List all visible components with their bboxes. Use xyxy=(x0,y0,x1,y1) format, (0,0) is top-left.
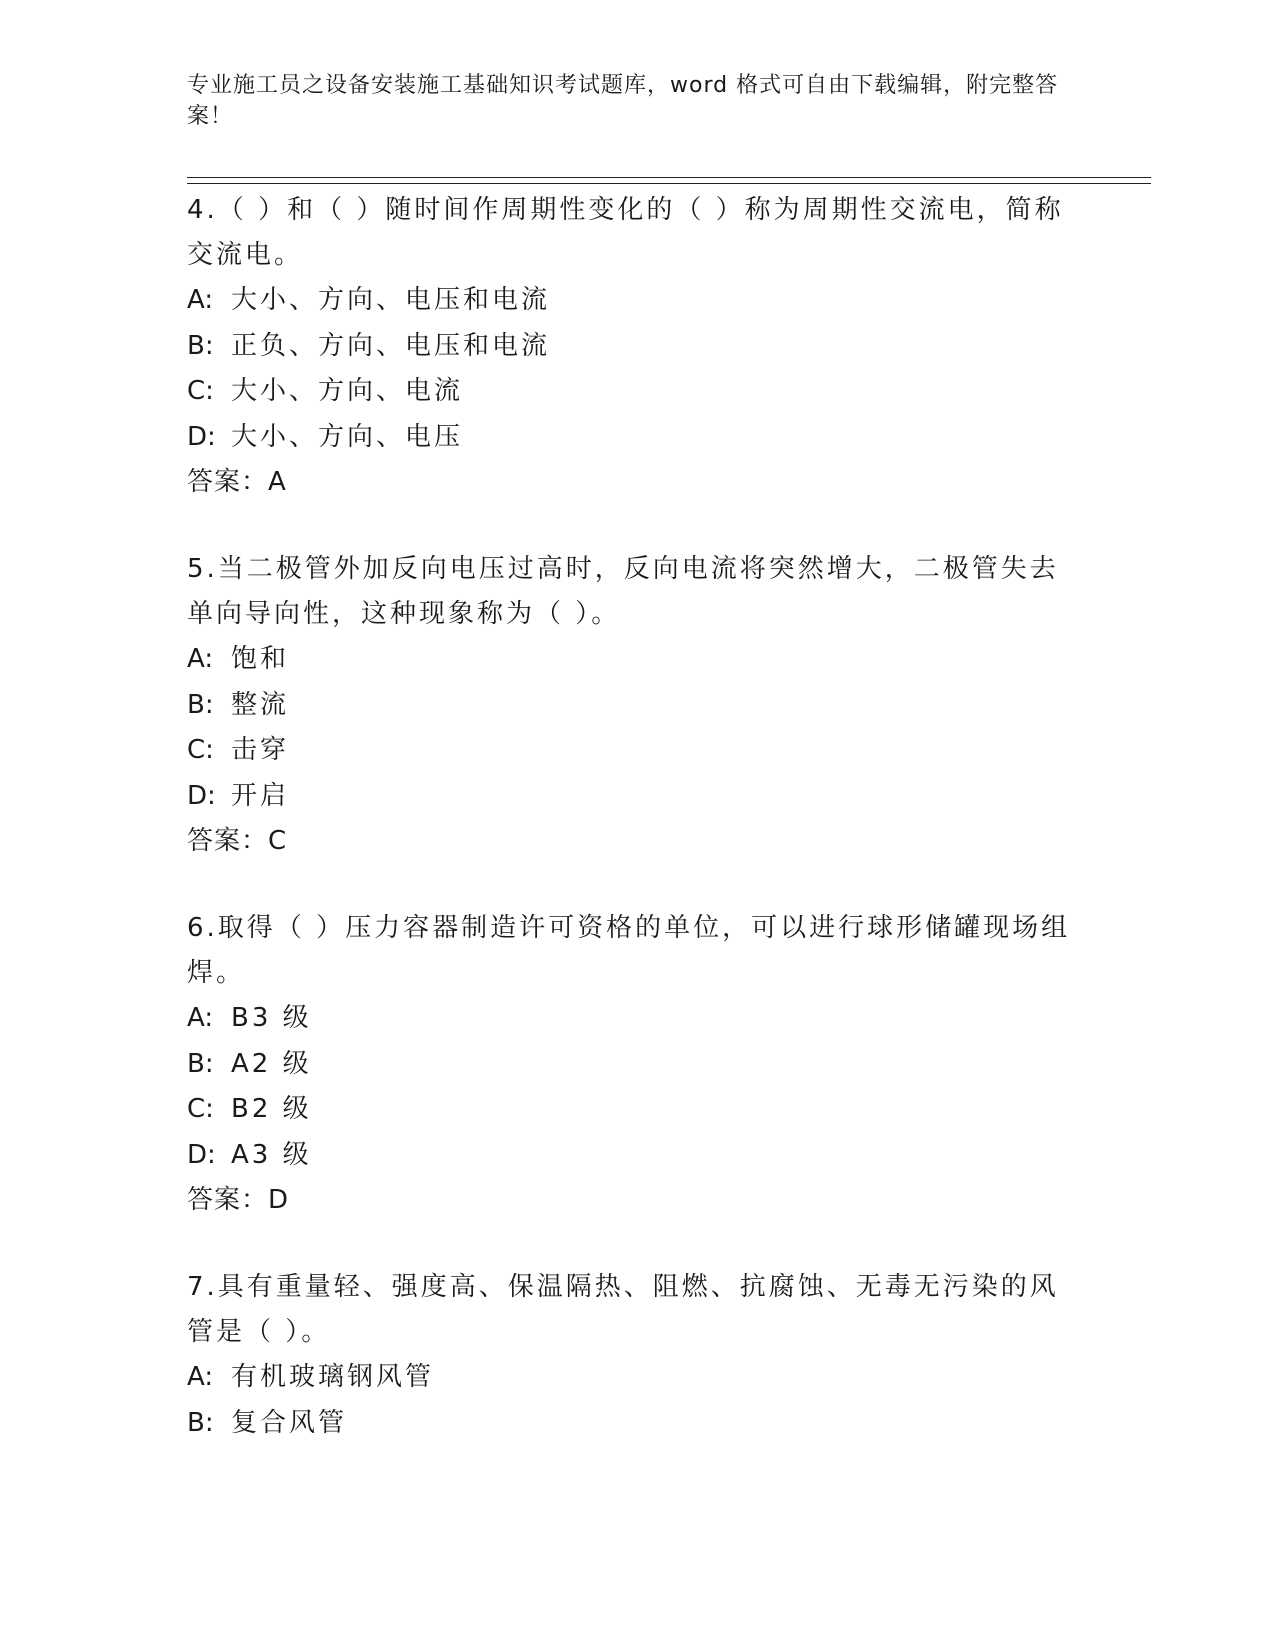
option-key: B: xyxy=(187,1048,214,1079)
option-text: 饱和 xyxy=(231,644,290,674)
option-text: 整流 xyxy=(231,689,290,720)
option-a xyxy=(187,637,1087,683)
option-text: B3 级 xyxy=(231,1003,312,1033)
answer-line: 答案：C xyxy=(187,826,288,856)
question-stem: 5.当二极管外加反向电压过高时，反向电流将突然增大，二极管失去单向导向性，这种现象称为（ ）。 xyxy=(187,554,1059,629)
option-b xyxy=(187,324,1087,370)
option-d xyxy=(187,1133,1087,1179)
option-text: 大小、方向、电压和电流 xyxy=(231,285,551,315)
option-key: A: xyxy=(187,285,214,315)
option-text: 复合风管 xyxy=(231,1407,348,1438)
option-c xyxy=(187,1087,1087,1133)
option-key: B: xyxy=(187,330,214,361)
option-c xyxy=(187,728,1087,774)
option-text: 有机玻璃钢风管 xyxy=(231,1362,435,1392)
option-text: 击穿 xyxy=(231,735,290,765)
question-stem: 4.（ ）和（ ）随时间作周期性变化的（ ）称为周期性交流电，简称交流电。 xyxy=(187,195,1064,270)
option-key: A: xyxy=(187,1003,214,1033)
option-key: D: xyxy=(187,780,216,811)
option-text: 大小、方向、电压 xyxy=(231,421,464,452)
option-key: C: xyxy=(187,376,214,406)
option-a xyxy=(187,996,1087,1042)
option-c xyxy=(187,369,1087,415)
option-key: B: xyxy=(187,1407,214,1438)
question-stem: 7.具有重量轻、强度高、保温隔热、阻燃、抗腐蚀、无毒无污染的风管是（ ）。 xyxy=(187,1272,1059,1347)
option-d xyxy=(187,415,1087,461)
option-key: C: xyxy=(187,1094,214,1124)
question-item xyxy=(187,188,1087,505)
answer-line: 答案：A xyxy=(187,467,287,497)
header-divider-bottom xyxy=(187,183,1151,184)
question-stem: 6.取得（ ）压力容器制造许可资格的单位，可以进行球形储罐现场组焊。 xyxy=(187,913,1071,988)
question-item xyxy=(187,906,1087,1223)
option-text: 开启 xyxy=(231,780,290,811)
question-list xyxy=(187,188,1087,1488)
option-text: 大小、方向、电流 xyxy=(231,376,464,406)
option-b xyxy=(187,1401,1087,1447)
option-key: B: xyxy=(187,689,214,720)
option-text: B2 级 xyxy=(231,1094,312,1124)
option-key: C: xyxy=(187,735,214,765)
option-a xyxy=(187,1355,1087,1401)
header-divider-top xyxy=(187,177,1151,178)
option-key: D: xyxy=(187,421,216,452)
option-key: A: xyxy=(187,1362,214,1392)
answer-line: 答案：D xyxy=(187,1185,290,1215)
option-text: A3 级 xyxy=(231,1139,312,1170)
option-b xyxy=(187,1042,1087,1088)
option-a xyxy=(187,278,1087,324)
option-key: D: xyxy=(187,1139,216,1170)
option-b xyxy=(187,683,1087,729)
question-item xyxy=(187,1265,1087,1446)
option-text: A2 级 xyxy=(231,1048,312,1079)
option-key: A: xyxy=(187,644,214,674)
option-d xyxy=(187,774,1087,820)
option-text: 正负、方向、电压和电流 xyxy=(231,330,551,361)
document-header: 专业施工员之设备安装施工基础知识考试题库，word 格式可自由下载编辑，附完整答案！ xyxy=(187,73,1059,129)
question-item xyxy=(187,547,1087,864)
